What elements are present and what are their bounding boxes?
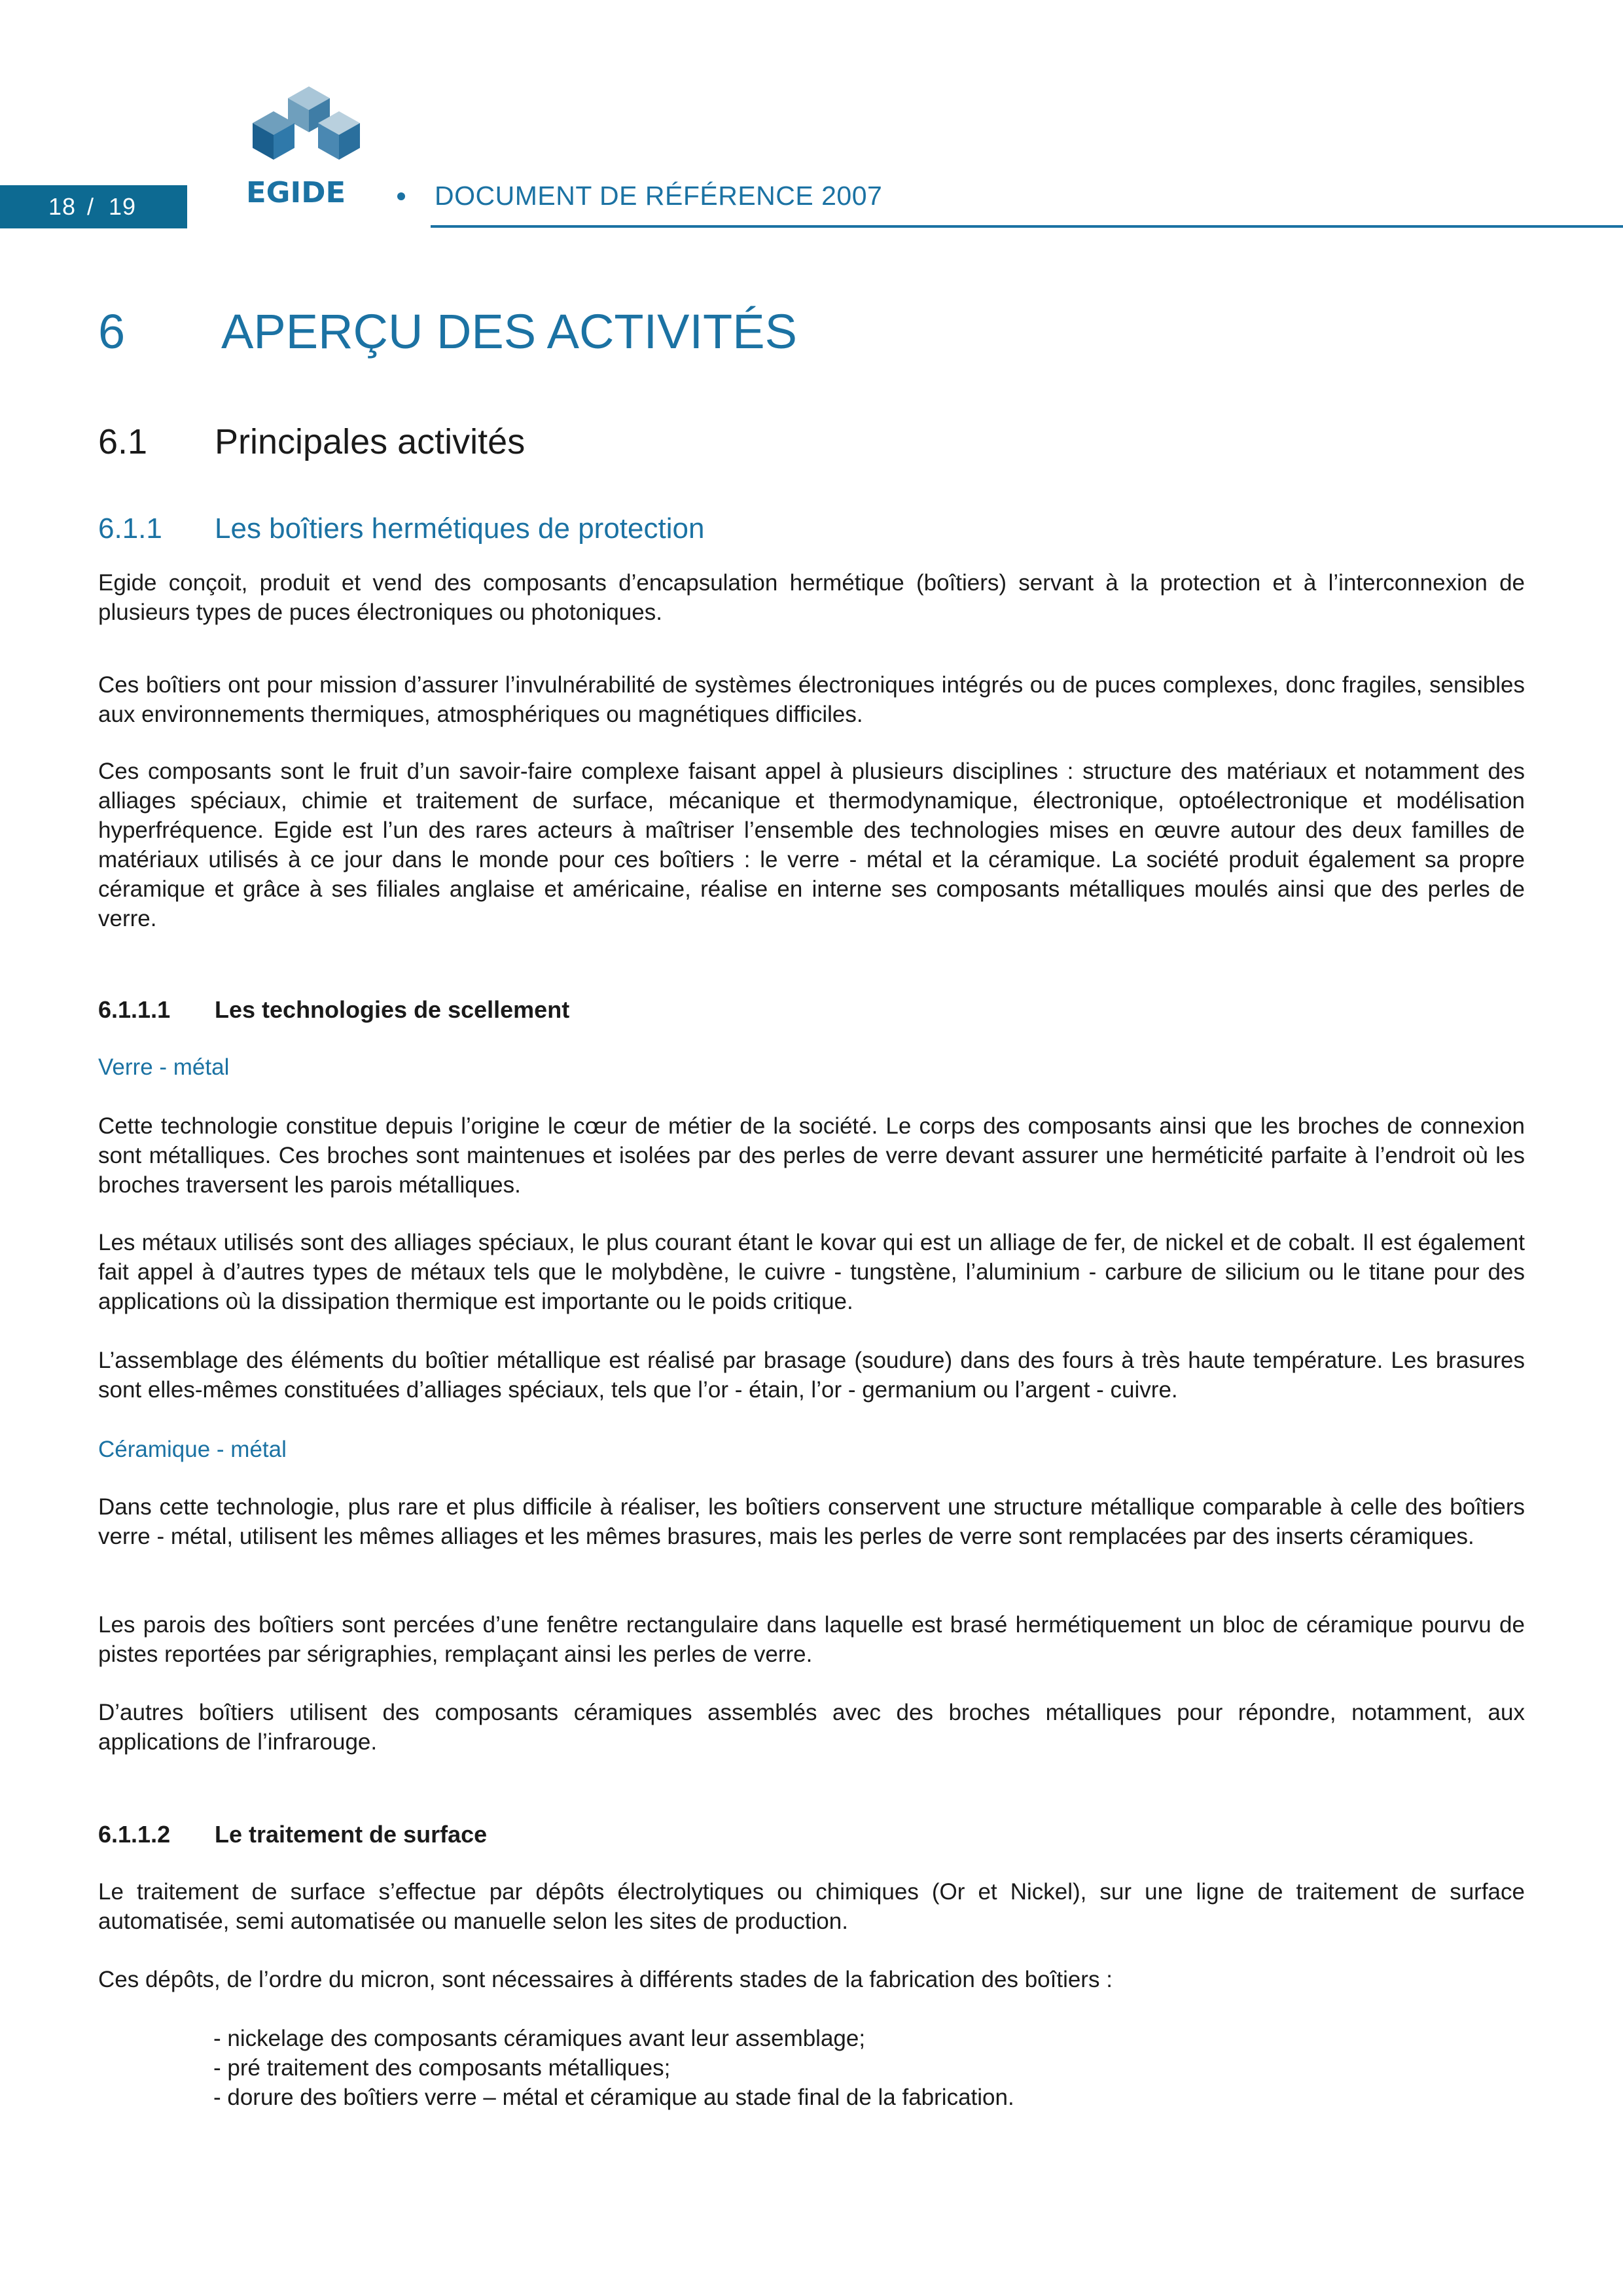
section-number: 6.1 xyxy=(98,422,148,461)
chapter-title: APERÇU DES ACTIVITÉS xyxy=(221,304,797,359)
paragraph-mission: Ces boîtiers ont pour mission d’assurer l’invulnérabilité de systèmes électroniques intégrés ou de puces complexes, donc fragiles, sensibles aux environnements thermiques, atmosphériques ou magnétiques difficiles. xyxy=(98,672,1525,727)
page-number: 18 xyxy=(48,193,77,220)
chapter-number: 6 xyxy=(98,304,126,359)
paragraph-expertise: Ces composants sont le fruit d’un savoir-faire complexe faisant appel à plusieurs disciplines : structure des matériaux et notamment des alliages spéciaux, chimie et traitement de surface, mécanique et thermodynamique, électronique, optoélectronique et modélisation hyperfréquence. Egide est l’un des rares acteurs à maîtriser l’ensemble des technologies mises en œuvre autour des deux familles de matériaux utilisés à ce jour dans le monde pour ces boîtiers : le verre - métal et la céramique. La société produit également sa propre céramique et grâce à ses filiales anglaise et américaine, réalise en interne ses composants métalliques moulés ainsi que des perles de verre. xyxy=(98,759,1525,931)
section-title: Principales activités xyxy=(215,422,526,461)
document-title: DOCUMENT DE RÉFÉRENCE 2007 xyxy=(435,181,883,211)
paragraph-verre-2: Les métaux utilisés sont des alliages spéciaux, le plus courant étant le kovar qui est un alliage de fer, de nickel et de cobalt. Il est également fait appel à d’autres types de métaux tels que le molybdène, le cuivre - tungstène, l’aluminium - carbure de silicium ou le titane pour des applications où la dissipation thermique est importante ou le poids critique. xyxy=(98,1230,1525,1314)
paragraph-ceramique-1: Dans cette technologie, plus rare et plus difficile à réaliser, les boîtiers conservent une structure métallique comparable à celle des boîtiers verre - métal, utilisent les mêmes alliages et les mêmes brasures, mais les perles de verre sont remplacées par des inserts céramiques. xyxy=(98,1494,1525,1549)
deposit-stages-list xyxy=(213,2024,1014,2112)
paragraph-verre-3: L’assemblage des éléments du boîtier métallique est réalisé par brasage (soudure) dans des fours à très haute température. Les brasures sont elles-mêmes constituées d’alliages spéciaux, tels que l’or - étain, l’or - germanium ou l’argent - cuivre. xyxy=(98,1348,1525,1403)
subsection-number: 6.1.1 xyxy=(98,512,162,545)
subsection-title: Les boîtiers hermétiques de protection xyxy=(215,512,705,545)
paragraph-ceramique-3: D’autres boîtiers utilisent des composants céramiques assemblés avec des broches métalliques pour répondre, notamment, aux applications de l’infrarouge. xyxy=(98,1700,1525,1755)
list-item: - pré traitement des composants métalliques; xyxy=(213,2055,671,2081)
paragraph-surface-1: Le traitement de surface s’effectue par dépôts électrolytiques ou chimiques (Or et Nickel), sur une ligne de traitement de surface automatisée, semi automatisée ou manuelle selon les sites de production. xyxy=(98,1879,1525,1934)
paragraph-intro: Egide conçoit, produit et vend des composants d’encapsulation hermétique (boîtiers) servant à la protection et à l’interconnexion de plusieurs types de puces électroniques ou photoniques. xyxy=(98,570,1525,625)
logo-wordmark: EGIDE xyxy=(246,176,346,209)
subsubsection-number: 6.1.1.2 xyxy=(98,1821,171,1848)
label-ceramique-metal: Céramique - métal xyxy=(98,1437,287,1462)
paragraph-ceramique-2: Les parois des boîtiers sont percées d’une fenêtre rectangulaire dans laquelle est brasé hermétiquement un bloc de céramique pourvu de pistes reportées par sérigraphies, remplaçant ainsi les perles de verre. xyxy=(98,1612,1525,1667)
page-total: 19 xyxy=(109,193,137,220)
bullet-icon xyxy=(397,192,405,200)
list-item: - dorure des boîtiers verre – métal et céramique au stade final de la fabrication. xyxy=(213,2085,1014,2110)
header-divider xyxy=(431,225,1623,228)
subsubsection-title: Le traitement de surface xyxy=(215,1821,488,1848)
subsubsection-number: 6.1.1.1 xyxy=(98,996,171,1023)
paragraph-verre-1: Cette technologie constitue depuis l’origine le cœur de métier de la société. Le corps des composants ainsi que les broches de connexion sont métalliques. Ces broches sont maintenues et isolées par des perles de verre devant assurer une herméticité parfaite à l’endroit où les broches traversent les parois métalliques. xyxy=(98,1113,1525,1198)
subsubsection-title: Les technologies de scellement xyxy=(215,996,570,1023)
label-verre-metal: Verre - métal xyxy=(98,1054,230,1080)
list-item: - nickelage des composants céramiques avant leur assemblage; xyxy=(213,2026,866,2051)
paragraph-surface-2: Ces dépôts, de l’ordre du micron, sont nécessaires à différents stades de la fabrication des boîtiers : xyxy=(98,1967,1113,1992)
page-separator: / xyxy=(87,193,95,220)
page-number-badge xyxy=(0,185,187,228)
